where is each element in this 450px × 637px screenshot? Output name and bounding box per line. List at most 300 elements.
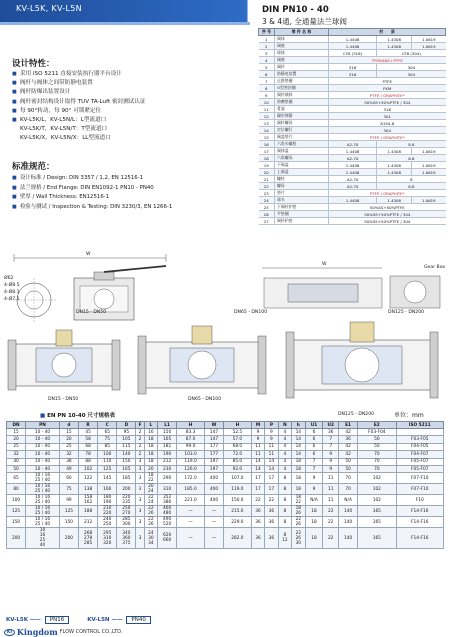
dimensions-cell: 221.0 bbox=[177, 495, 205, 506]
dimensions-row bbox=[7, 484, 444, 495]
dimensions-cell: 150 bbox=[59, 517, 78, 528]
dimensions-cell: F04-F05 bbox=[396, 443, 444, 450]
dimensions-cell: 8 12 bbox=[278, 528, 291, 549]
dimensions-cell: 295 310 320 bbox=[98, 528, 117, 549]
parts-header-no: 序 号 bbox=[259, 29, 275, 36]
parts-material: PTFE / GRAPHITE* bbox=[329, 92, 446, 99]
dimensions-cell: 160 bbox=[98, 484, 117, 495]
parts-row bbox=[259, 190, 446, 197]
parts-name: 阀杆护套 bbox=[275, 218, 329, 225]
dimensions-cell: 4 bbox=[278, 465, 291, 472]
dimensions-cell: 14 bbox=[265, 465, 278, 472]
dimensions-cell: 181 bbox=[158, 443, 177, 450]
parts-row bbox=[259, 71, 446, 78]
dimensions-cell: 50 bbox=[339, 465, 358, 472]
dimensions-cell: 2 bbox=[136, 429, 144, 436]
parts-header-material: 材 质 bbox=[329, 29, 446, 36]
parts-row bbox=[259, 36, 446, 43]
parts-material: CF8 (304) bbox=[377, 50, 446, 57]
parts-material: 304 bbox=[329, 127, 446, 134]
parts-material: PTFE / GRAPHITE* bbox=[329, 134, 446, 141]
feature-item: ■ 阀杆密封结构设计取得 TUV TA-Luft 密封测试认证 bbox=[12, 98, 254, 107]
dimensions-cell: F03-F05 bbox=[396, 436, 444, 443]
standard-item: ■ 检验与测试 / Inspection & Testing: DIN 3230/3, EN 1266-1 bbox=[12, 203, 262, 213]
dimensions-row bbox=[7, 473, 444, 484]
dimensions-cell: 9 bbox=[323, 465, 339, 472]
dimensions-header-cell: R bbox=[79, 422, 98, 429]
parts-no: 22 bbox=[259, 183, 275, 190]
dimensions-cell: 36 bbox=[251, 506, 264, 517]
dimensions-cell: 18 22 bbox=[292, 495, 305, 506]
dimensions-cell: 2 bbox=[136, 451, 144, 458]
parts-name: 下阀盖 bbox=[275, 162, 329, 169]
parts-material: 1.4308 bbox=[377, 197, 412, 204]
dimensions-cell: 212 bbox=[158, 458, 177, 465]
dimensions-cell: 10 / 16 25 / 40 bbox=[26, 506, 60, 517]
dimensions-cell: 620 660 bbox=[158, 528, 177, 549]
parts-material: 1.0619 bbox=[412, 162, 446, 169]
parts-no: 20 bbox=[259, 169, 275, 176]
dimensions-cell: 22 26 bbox=[144, 517, 157, 528]
flange-holes-label-d: 4-Ø7.1 bbox=[4, 297, 20, 302]
dimensions-cell: 8 bbox=[278, 506, 291, 517]
dimensions-cell: 52.5 bbox=[224, 429, 252, 436]
dimensions-cell: 22 26 bbox=[144, 506, 157, 517]
parts-no: 13 bbox=[259, 120, 275, 127]
dimensions-cell: 85 bbox=[98, 443, 117, 450]
parts-no: 3 bbox=[259, 50, 275, 57]
parts-material: TFM1600 / PTFE bbox=[329, 57, 446, 64]
dimensions-cell: — bbox=[204, 506, 223, 517]
dimensions-cell: 22 26 bbox=[292, 517, 305, 528]
parts-row bbox=[259, 120, 446, 127]
parts-no: 9 bbox=[259, 92, 275, 99]
dimensions-cell: 102 bbox=[79, 465, 98, 472]
dimensions-cell: 138 bbox=[79, 484, 98, 495]
dimensions-header-cell: H bbox=[224, 422, 252, 429]
parts-material: 1.4408 bbox=[329, 169, 377, 176]
dimensions-cell: 18 bbox=[305, 506, 323, 517]
dimensions-cell: 57.0 bbox=[224, 436, 252, 443]
parts-material: 1.4308 bbox=[377, 36, 412, 43]
dimensions-row bbox=[7, 458, 444, 465]
dimensions-header-cell: PN bbox=[26, 422, 60, 429]
parts-material: 1.4308 bbox=[377, 162, 412, 169]
dimensions-cell: 400 bbox=[204, 473, 223, 484]
dimensions-row bbox=[7, 517, 444, 528]
parts-material: PTFE bbox=[329, 78, 446, 85]
dimensions-cell: 11 bbox=[323, 484, 339, 495]
dimensions-cell: N/A bbox=[339, 495, 358, 506]
dimensions-cell: 8 bbox=[278, 484, 291, 495]
parts-row bbox=[259, 197, 446, 204]
dimensions-cell: 3 bbox=[136, 458, 144, 465]
dimensions-cell: 36 bbox=[265, 528, 278, 549]
range-label-e: DN65 - DN100 bbox=[188, 397, 222, 402]
parts-row bbox=[259, 92, 446, 99]
dimensions-cell: 88 bbox=[79, 458, 98, 465]
dimensions-cell: 18 bbox=[144, 436, 157, 443]
dimensions-cell: 99 bbox=[59, 495, 78, 506]
parts-material: 8.8 bbox=[377, 141, 446, 148]
dimensions-cell: 268 278 285 bbox=[79, 528, 98, 549]
parts-name: 阀座 bbox=[275, 43, 329, 50]
dimensions-heading bbox=[40, 411, 115, 419]
dimensions-cell: 22 24 bbox=[144, 495, 157, 506]
parts-row bbox=[259, 113, 446, 120]
dimensions-cell: F05-F07 bbox=[396, 458, 444, 465]
dimensions-cell: 210 220 bbox=[98, 506, 117, 517]
parts-no: 10 bbox=[259, 99, 275, 106]
dimensions-cell: 352 386 bbox=[158, 495, 177, 506]
dimensions-cell: 9 bbox=[251, 429, 264, 436]
section-views-drawing bbox=[4, 318, 446, 406]
dimensions-cell: 36 bbox=[265, 506, 278, 517]
feature-item: ■ 阀杆与阀体之间带防静电装置 bbox=[12, 79, 254, 88]
dimensions-cell: 10 / 16 25 / 40 bbox=[26, 484, 60, 495]
dimensions-cell: 70 bbox=[339, 473, 358, 484]
dimensions-row bbox=[7, 506, 444, 517]
dimensions-cell: 200 bbox=[59, 528, 78, 549]
dimensions-cell: 6 bbox=[305, 451, 323, 458]
dimensions-cell: 40 bbox=[7, 458, 26, 465]
parts-no: 8 bbox=[259, 85, 275, 92]
parts-material: 1.4408 bbox=[329, 162, 377, 169]
parts-material: 1.4408 bbox=[329, 197, 377, 204]
title-line-2: 3 & 4通, 全通量法兰球阀 bbox=[262, 17, 347, 26]
top-view-drawing bbox=[258, 262, 446, 314]
brand-name: Kingdom bbox=[16, 627, 58, 637]
feature-item: ■ 阀杆防爆出装置设计 bbox=[12, 88, 254, 97]
parts-name: 止推垫圈 bbox=[275, 78, 329, 85]
dimensions-cell: 99.0 bbox=[177, 443, 205, 450]
parts-no: 27 bbox=[259, 218, 275, 225]
parts-table bbox=[258, 28, 446, 225]
parts-no: 5 bbox=[259, 64, 275, 71]
feature-item: KV-L5K/T，KV-L5N/T：T型流道口 bbox=[20, 126, 108, 133]
dimensions-cell: 165 bbox=[117, 465, 136, 472]
parts-no: 17 bbox=[259, 148, 275, 155]
dimensions-cell: 158 162 bbox=[79, 495, 98, 506]
parts-material: 304 bbox=[377, 71, 446, 78]
dimensions-cell: 14 bbox=[292, 429, 305, 436]
dimensions-cell: 22 bbox=[323, 528, 339, 549]
dimensions-cell: 250 270 bbox=[117, 506, 136, 517]
dimensions-cell: 188 bbox=[79, 506, 98, 517]
parts-material: FKM bbox=[329, 85, 446, 92]
dimensions-cell: 9 bbox=[265, 436, 278, 443]
variant-a-pn: PN16 bbox=[45, 616, 69, 624]
parts-row bbox=[259, 64, 446, 71]
parts-row bbox=[259, 127, 446, 134]
dimensions-cell: 42 bbox=[339, 443, 358, 450]
dimensions-cell: 75 bbox=[98, 436, 117, 443]
range-label-b: DN65 - DN100 bbox=[234, 310, 268, 315]
dimensions-cell: 285 300 bbox=[117, 517, 136, 528]
dimensions-cell: 147 bbox=[204, 436, 223, 443]
parts-row bbox=[259, 134, 446, 141]
dimensions-cell: 197 bbox=[204, 465, 223, 472]
parts-material: 50%SS+50%PTFE / 304 bbox=[329, 99, 446, 106]
dimensions-cell: 165 bbox=[358, 506, 396, 517]
unit-label: 单位：mm bbox=[394, 412, 424, 419]
dimensions-cell: 14 bbox=[292, 451, 305, 458]
parts-name: O型密封圈 bbox=[275, 85, 329, 92]
bullet-icon: ■ bbox=[40, 413, 46, 419]
parts-material: 50%SS+50%PTFE / 304 bbox=[329, 218, 446, 225]
parts-material: A194-8 bbox=[329, 120, 446, 127]
dimensions-cell: 122 bbox=[79, 473, 98, 484]
dimensions-cell: 185 bbox=[117, 473, 136, 484]
dimensions-cell: 32 bbox=[7, 451, 26, 458]
dimensions-cell: 4 bbox=[278, 451, 291, 458]
dimensions-cell: 10 / 16 25 / 40 bbox=[26, 517, 60, 528]
parts-material: 1.0619 bbox=[412, 197, 446, 204]
parts-material: 301 bbox=[329, 113, 446, 120]
dimensions-cell: 115 bbox=[117, 443, 136, 450]
parts-name: 球体 bbox=[275, 50, 329, 57]
dimensions-header-cell: d bbox=[59, 422, 78, 429]
dimensions-header-cell: E2 bbox=[358, 422, 396, 429]
dimensions-cell: 18 bbox=[292, 458, 305, 465]
parts-material: A2-70 bbox=[329, 155, 377, 162]
dimensions-cell: 68 bbox=[79, 443, 98, 450]
dimensions-cell: 50 bbox=[358, 443, 396, 450]
parts-row bbox=[259, 50, 446, 57]
dimensions-table bbox=[6, 421, 444, 549]
dimensions-cell: 72.0 bbox=[224, 451, 252, 458]
dimensions-header-cell: N bbox=[278, 422, 291, 429]
dimensions-cell: 102 bbox=[358, 473, 396, 484]
dimensions-cell: 10 - 40 bbox=[26, 436, 60, 443]
variant-row: KV-L5K —— PN16 KV-L5N —— PN40 bbox=[6, 617, 153, 623]
dimensions-cell: 70 bbox=[339, 484, 358, 495]
dimensions-cell: 9 bbox=[265, 429, 278, 436]
dimensions-cell: 125 bbox=[98, 465, 117, 472]
feature-item: KV-L5K/X，KV-L5N/X：LL型流道口 bbox=[20, 135, 111, 142]
dimensions-cell: 18 26 bbox=[292, 506, 305, 517]
dimensions-cell: 4 bbox=[278, 443, 291, 450]
dimensions-cell: 240 250 bbox=[98, 517, 117, 528]
dimensions-cell: 17 bbox=[251, 473, 264, 484]
feature-item: ■ 每 90°转动，每 90° 可锁紧定位 bbox=[12, 107, 254, 116]
width-label: W bbox=[86, 252, 91, 257]
flange-holes-label-b: 4-Ø8.5 bbox=[4, 283, 20, 288]
parts-material: CF8 (316) bbox=[329, 50, 377, 57]
dimensions-cell: 22 bbox=[265, 495, 278, 506]
dimensions-row bbox=[7, 495, 444, 506]
parts-name: 六角头螺栓 bbox=[275, 141, 329, 148]
dimensions-cell: 22 bbox=[323, 506, 339, 517]
dimensions-cell: 80 bbox=[7, 484, 26, 495]
dimensions-cell: 42 bbox=[339, 451, 358, 458]
parts-material: 50%SS+50%PTFE bbox=[329, 204, 446, 211]
dimensions-header-cell: M bbox=[251, 422, 264, 429]
standards-heading: 标准规范： bbox=[12, 162, 55, 172]
dimensions-cell: 172.0 bbox=[177, 473, 205, 484]
dimensions-row bbox=[7, 443, 444, 450]
parts-row bbox=[259, 169, 446, 176]
dimensions-row bbox=[7, 528, 444, 549]
parts-name: 阀体 bbox=[275, 36, 329, 43]
parts-no: 14 bbox=[259, 127, 275, 134]
dimensions-cell: 18 22 bbox=[144, 473, 157, 484]
dimensions-cell: 125 bbox=[7, 506, 26, 517]
dimensions-cell: 8 bbox=[278, 473, 291, 484]
dimensions-cell: 50 bbox=[7, 465, 26, 472]
dimensions-cell: 20 bbox=[7, 436, 26, 443]
parts-material: 1.0619 bbox=[412, 148, 446, 155]
parts-row bbox=[259, 106, 446, 113]
dimensions-cell: 177 bbox=[204, 443, 223, 450]
dimensions-cell: 87.0 bbox=[177, 436, 205, 443]
dimensions-cell: 10 - 40 bbox=[26, 443, 60, 450]
flange-diameter-label: Ø62 bbox=[4, 276, 14, 281]
dimensions-cell: 10 16 25 40 bbox=[26, 528, 60, 549]
dimensions-cell: 400 bbox=[204, 495, 223, 506]
dimensions-cell: 100 bbox=[98, 451, 117, 458]
dimensions-cell: 18 bbox=[144, 458, 157, 465]
dimensions-cell: 3 bbox=[136, 495, 144, 506]
dimensions-cell: 65 bbox=[98, 429, 117, 436]
dimensions-cell: 20 bbox=[144, 465, 157, 472]
parts-row bbox=[259, 176, 446, 183]
parts-no: 18 bbox=[259, 155, 275, 162]
dimensions-cell: 18 bbox=[144, 451, 157, 458]
dimensions-cell: 200 bbox=[117, 484, 136, 495]
parts-material: 1.0619 bbox=[412, 36, 446, 43]
parts-name: 定位螺钉 bbox=[275, 127, 329, 134]
dimensions-cell: 125 bbox=[59, 506, 78, 517]
dimensions-cell: 4 bbox=[278, 429, 291, 436]
dimensions-cell: 17 bbox=[265, 484, 278, 495]
dimensions-cell: 14 bbox=[251, 465, 264, 472]
parts-name: 碟形弹簧 bbox=[275, 113, 329, 120]
dimensions-cell: 6 bbox=[305, 443, 323, 450]
dimensions-cell: F07-F10 bbox=[396, 484, 444, 495]
dimensions-cell: 9 bbox=[251, 436, 264, 443]
parts-name: 螺母 bbox=[275, 183, 329, 190]
parts-material: A2-70 bbox=[329, 141, 377, 148]
parts-no: 6 bbox=[259, 71, 275, 78]
dimensions-cell: 229.0 bbox=[224, 517, 252, 528]
dimensions-cell: 2 bbox=[136, 436, 144, 443]
dimensions-cell: 9 bbox=[305, 484, 323, 495]
dimensions-cell: 11 bbox=[251, 443, 264, 450]
parts-name: 螺柱 bbox=[275, 176, 329, 183]
dimensions-cell: 107.0 bbox=[224, 473, 252, 484]
dimensions-header-cell: D bbox=[117, 422, 136, 429]
parts-material: 1.0619 bbox=[412, 169, 446, 176]
dimensions-cell: 9 bbox=[323, 451, 339, 458]
dimensions-cell: 18 bbox=[292, 473, 305, 484]
dimensions-cell: 11 bbox=[323, 473, 339, 484]
dimensions-cell: 18 bbox=[292, 484, 305, 495]
parts-name: 上阀盖 bbox=[275, 169, 329, 176]
dimensions-cell: 102 bbox=[358, 484, 396, 495]
feature-item: ■ 采用 ISO 5211 直接安装执行器平台设计 bbox=[12, 70, 254, 79]
dimensions-cell: 460 480 bbox=[158, 506, 177, 517]
dimensions-header-cell: L1 bbox=[158, 422, 177, 429]
dimensions-cell: 70 bbox=[358, 458, 396, 465]
parts-no: 2 bbox=[259, 43, 275, 50]
parts-material: 316 bbox=[329, 106, 446, 113]
dimensions-cell: 165 bbox=[358, 528, 396, 549]
dimensions-cell: 100 bbox=[7, 495, 26, 506]
parts-material: 316 bbox=[329, 64, 377, 71]
dimensions-cell: — bbox=[204, 528, 223, 549]
parts-material: A2-70 bbox=[329, 183, 377, 190]
dimensions-cell: 490 520 bbox=[158, 517, 177, 528]
dimensions-cell: F03-F04 bbox=[358, 429, 396, 436]
dimensions-cell: 197 bbox=[204, 458, 223, 465]
parts-header-name: 零 件 名 称 bbox=[275, 29, 329, 36]
company-name: FLOW CONTROL CO.,LTD. bbox=[59, 629, 123, 635]
parts-no: 26 bbox=[259, 211, 275, 218]
dimensions-header-cell: ISO 5211 bbox=[396, 422, 444, 429]
dimensions-cell: 22 bbox=[251, 495, 264, 506]
title-line-1: DIN PN10 - 40 bbox=[262, 5, 329, 15]
kingdom-logo-icon: KI bbox=[4, 629, 15, 636]
dimensions-cell: 140 bbox=[339, 528, 358, 549]
variant-b-pn: PN40 bbox=[126, 616, 150, 624]
parts-name: 六角螺母 bbox=[275, 155, 329, 162]
parts-material: 1.4408 bbox=[329, 43, 377, 50]
dimensions-cell: 36 bbox=[323, 429, 339, 436]
footer bbox=[4, 627, 123, 637]
parts-row bbox=[259, 204, 446, 211]
dimensions-cell: 18 bbox=[292, 465, 305, 472]
dimensions-cell: 215.0 bbox=[224, 506, 252, 517]
dimensions-cell: 3 bbox=[136, 484, 144, 495]
standards-list bbox=[12, 174, 262, 212]
dimensions-header-cell: U2 bbox=[323, 422, 339, 429]
parts-material: 304 bbox=[377, 64, 446, 71]
dimensions-body bbox=[7, 429, 444, 549]
dimensions-cell: 3 bbox=[136, 465, 144, 472]
parts-name: 阀盖垫片 bbox=[275, 134, 329, 141]
dimensions-row bbox=[7, 429, 444, 436]
feature-item: ■ KV-L5K/L，KV-L5N/L：L型流道口 bbox=[12, 116, 254, 125]
dimensions-cell: 7 bbox=[305, 465, 323, 472]
dimensions-cell: 14 bbox=[292, 443, 305, 450]
dimensions-cell: 65 bbox=[7, 473, 26, 484]
dimensions-cell: 150.0 bbox=[224, 495, 252, 506]
dimensions-cell: 6 bbox=[305, 429, 323, 436]
parts-name: 阀杆 bbox=[275, 64, 329, 71]
parts-row bbox=[259, 85, 446, 92]
dimensions-cell: 17 bbox=[251, 484, 264, 495]
dimensions-cell: 16 bbox=[144, 429, 157, 436]
dimensions-cell: — bbox=[177, 528, 205, 549]
dimensions-header-cell: F bbox=[136, 422, 144, 429]
parts-no: 16 bbox=[259, 141, 275, 148]
parts-no: 24 bbox=[259, 197, 275, 204]
dimensions-cell: 70 bbox=[358, 451, 396, 458]
dimensions-header-cell: W bbox=[204, 422, 223, 429]
features-heading: 设计特性： bbox=[12, 59, 55, 69]
gear-box-label: Gear Box bbox=[424, 265, 446, 270]
parts-material: 1.0619 bbox=[412, 43, 446, 50]
parts-material: PTFE / GRAPHITE* bbox=[329, 190, 446, 197]
dimensions-cell: 6 bbox=[305, 436, 323, 443]
dimensions-cell: 58 bbox=[79, 436, 98, 443]
dimensions-cell: F04-F07 bbox=[396, 451, 444, 458]
parts-no: 7 bbox=[259, 78, 275, 85]
header-bar bbox=[0, 0, 450, 22]
variant-b-name: KV-L5N bbox=[87, 617, 110, 623]
dimensions-cell: 11 bbox=[323, 495, 339, 506]
